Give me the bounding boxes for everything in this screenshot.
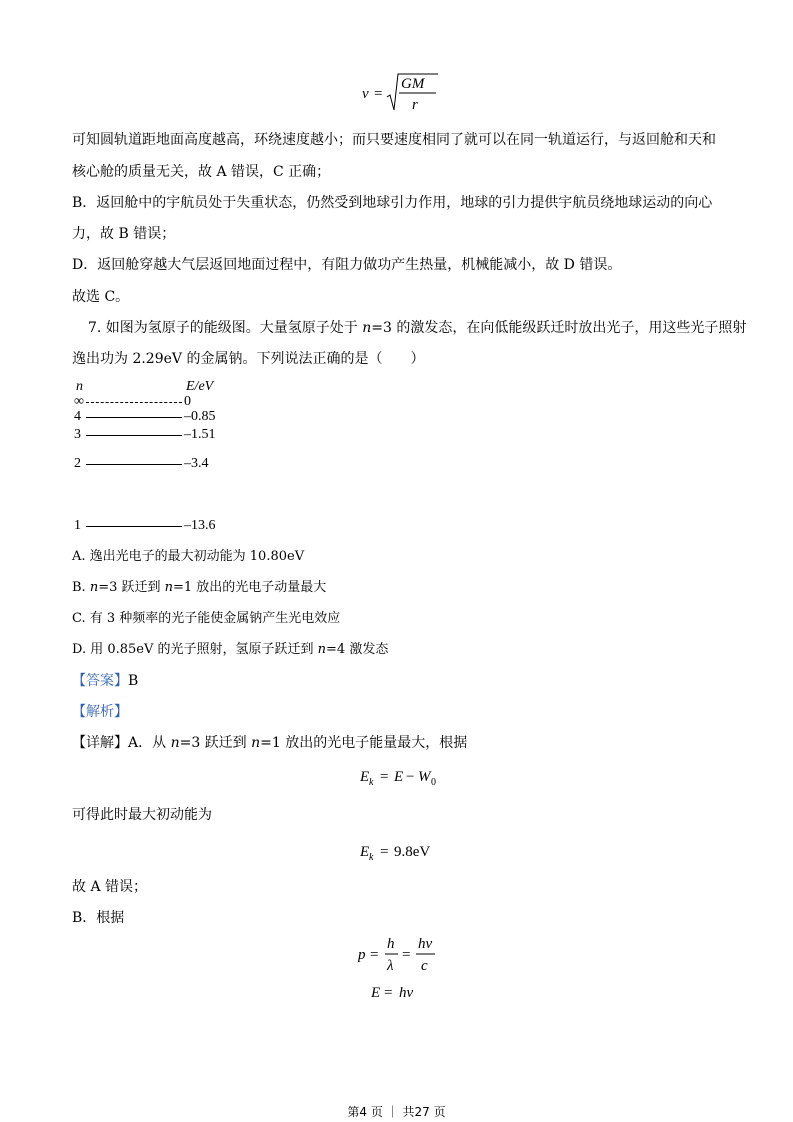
text-b-basis: B．根据 <box>72 910 125 926</box>
formula-ek <box>360 764 480 790</box>
level-n: ∞ <box>74 394 84 409</box>
q7-text-a: 7. 如图为氢原子的能级图。大量氢原子处于 <box>88 320 363 336</box>
level-2 <box>72 455 252 473</box>
detail-var-n1: n <box>170 735 180 751</box>
option-b-var-n1: n <box>89 580 99 595</box>
svg-text:p: p <box>358 947 366 963</box>
answer-value: B <box>128 673 139 689</box>
detail-var-n2: n <box>251 735 261 751</box>
level-energy: –3.4 <box>184 456 209 471</box>
formula-v: v <box>362 86 369 102</box>
level-energy: 0 <box>184 394 191 409</box>
formula-ek-value-svg <box>360 839 480 865</box>
level-n: 3 <box>74 427 81 442</box>
svg-text:=: = <box>380 844 389 860</box>
svg-text:=: = <box>380 769 389 785</box>
svg-text:W: W <box>418 769 431 785</box>
svg-text:hν: hν <box>418 936 433 952</box>
level-energy: –13.6 <box>184 518 216 533</box>
q7-var-n: n <box>362 320 372 336</box>
formula-momentum-svg <box>358 932 468 976</box>
svg-text:=: = <box>402 947 411 963</box>
svg-text:−: − <box>406 769 415 785</box>
text-a-wrong: 故 A 错误； <box>72 879 148 895</box>
detail-line <box>72 734 467 752</box>
option-b-mid: =3 跃迁到 <box>98 580 165 595</box>
level-line <box>86 417 182 418</box>
formula-eq: = <box>374 86 383 102</box>
svg-text:=: = <box>370 947 379 963</box>
para1-line2: 核心舱的质量无关，故 A 错误，C 正确； <box>72 164 331 180</box>
para1-line1: 可知圆轨道距地面高度越高，环绕速度越小；而只要速度相同了就可以在同一轨道运行，与返回舱和天和 <box>72 132 716 148</box>
svg-text:c: c <box>421 958 428 974</box>
svg-text:k: k <box>369 777 374 788</box>
detail-label: 【详解】 <box>72 735 128 751</box>
para3: D．返回舱穿越大气层返回地面过程中，有阻力做功产生热量，机械能减小，故 D 错误。 <box>72 257 622 273</box>
analysis-label: 【解析】 <box>72 704 128 720</box>
formula-num: GM <box>401 76 425 92</box>
formula-svg <box>360 70 450 114</box>
level-1 <box>72 517 252 535</box>
svg-text:λ: λ <box>387 958 394 974</box>
level-4 <box>72 408 252 426</box>
para2-line2: 力，故 B 错误； <box>72 226 176 242</box>
para4: 故选 C。 <box>72 289 130 305</box>
svg-text:hν: hν <box>399 985 414 1001</box>
level-energy: –0.85 <box>184 409 216 424</box>
option-d-pre: D. 用 0.85eV 的光子照射，氢原子跃迁到 <box>72 642 318 657</box>
text-max-ke: 可得此时最大初动能为 <box>72 807 212 823</box>
option-c: C. 有 3 种频率的光子能使金属钠产生光电效应 <box>72 611 341 626</box>
detail-mid: =3 跃迁到 <box>179 735 252 751</box>
answer-line <box>72 672 138 690</box>
page-footer: 第4 页 ｜ 共27 页 <box>347 1105 446 1119</box>
level-energy: –1.51 <box>184 427 216 442</box>
axis-n-label: n <box>76 379 83 394</box>
question7-line1 <box>88 319 746 337</box>
level-line <box>86 526 182 527</box>
para2-line1: B．返回舱中的宇航员处于失重状态，仍然受到地球引力作用，地球的引力提供宇航员绕地球运动的向心 <box>72 195 713 211</box>
svg-text:h: h <box>387 936 395 952</box>
detail-post: =1 放出的光电子能量最大，根据 <box>260 735 468 751</box>
level-3 <box>72 426 252 444</box>
q7-text-b: =3 的激发态，在向低能级跃迁时放出光子，用这些光子照射 <box>371 320 747 336</box>
answer-label: 【答案】 <box>72 673 128 689</box>
svg-text:=: = <box>384 985 393 1001</box>
svg-text:E: E <box>360 844 370 860</box>
option-d-post: =4 激发态 <box>326 642 389 657</box>
svg-text:k: k <box>369 852 374 863</box>
option-d <box>72 641 388 659</box>
svg-text:E: E <box>360 769 370 785</box>
option-b <box>72 579 326 597</box>
formula-den: r <box>412 97 418 113</box>
option-b-pre: B. <box>72 580 90 595</box>
svg-text:E: E <box>371 985 381 1001</box>
formula-ek-value <box>360 839 480 865</box>
svg-text:E: E <box>394 769 404 785</box>
level-line <box>86 402 182 403</box>
formula-photon-energy-svg <box>371 980 451 1004</box>
option-a: A. 逸出光电子的最大初动能为 10.80eV <box>72 549 305 564</box>
axis-energy-label: E/eV <box>186 379 214 394</box>
formula-momentum <box>358 932 468 976</box>
svg-text:9.8eV: 9.8eV <box>394 844 431 860</box>
energy-level-diagram <box>72 378 252 538</box>
level-n: 1 <box>74 518 81 533</box>
formula-orbital-velocity <box>360 70 450 114</box>
option-b-var-n2: n <box>164 580 174 595</box>
question7-line2: 逸出功为 2.29eV 的金属钠。下列说法正确的是（ ） <box>72 351 425 367</box>
svg-text:0: 0 <box>431 777 436 788</box>
formula-ek-svg <box>360 764 480 790</box>
option-b-post: =1 放出的光电子动量最大 <box>173 580 327 595</box>
level-n: 4 <box>74 409 81 424</box>
detail-pre: A．从 <box>128 735 171 751</box>
level-line <box>86 464 182 465</box>
level-n: 2 <box>74 456 81 471</box>
option-d-var-n: n <box>317 642 327 657</box>
level-line <box>86 435 182 436</box>
formula-photon-energy <box>371 980 451 1004</box>
